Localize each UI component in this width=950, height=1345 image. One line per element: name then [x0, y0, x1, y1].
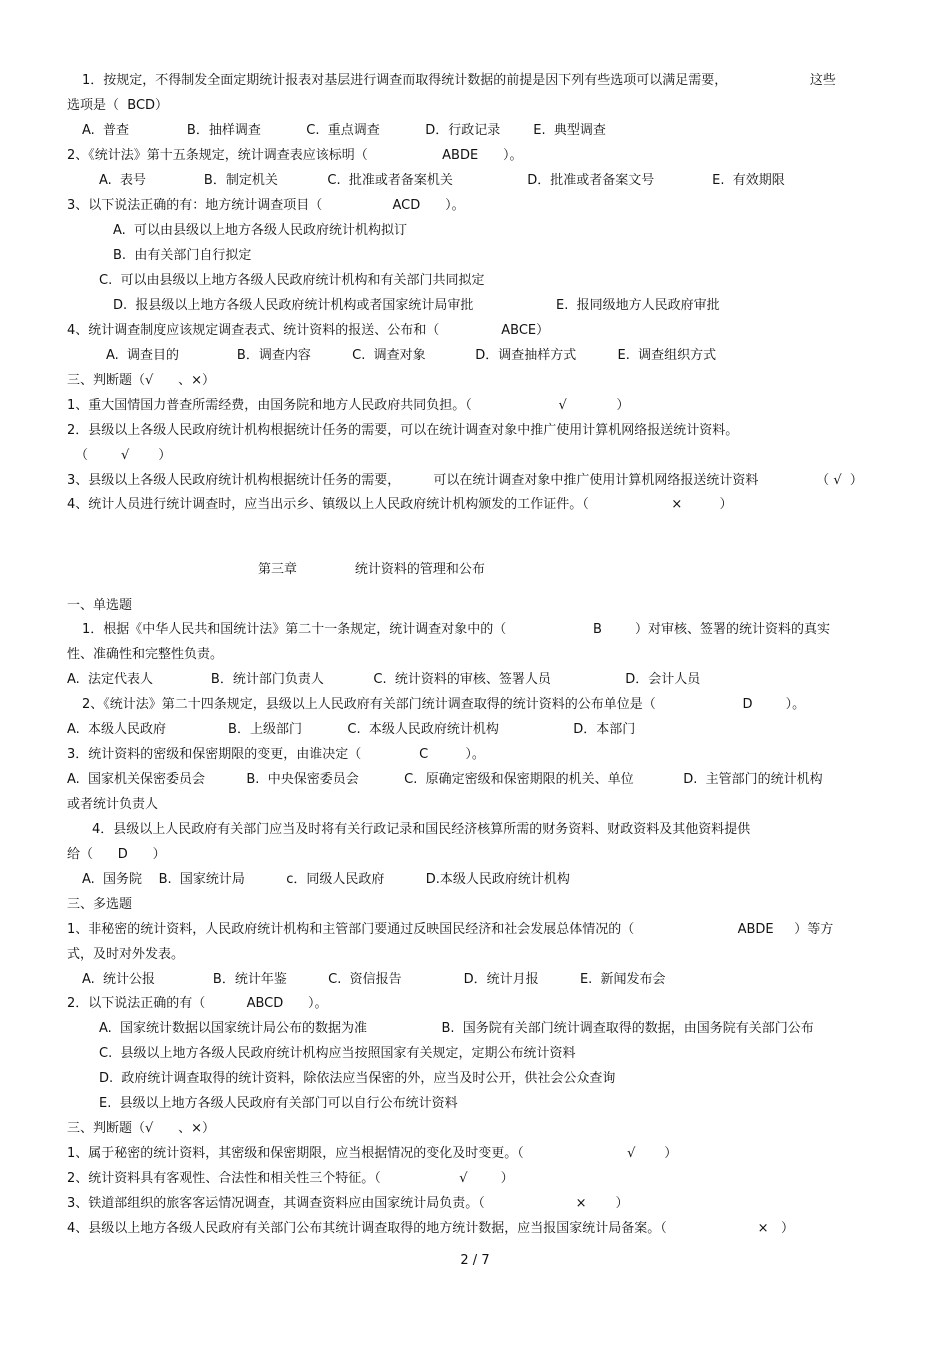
page-number: 2 / 7: [460, 1253, 490, 1268]
question-line: 1、重大国情国力普查所需经费，由国务院和地方人民政府共同负担。（ √ ）: [67, 398, 630, 413]
options-line: C. 可以由县级以上地方各级人民政府统计机构和有关部门共同拟定: [99, 273, 485, 288]
question-line: 3．统计资料的密级和保密期限的变更，由谁决定（ C ）。: [67, 747, 485, 762]
question-line: 3、以下说法正确的有：地方统计调查项目（ ACD ）。: [67, 198, 465, 213]
question-line: 2、统计资料具有客观性、合法性和相关性三个特征。（ √ ）: [67, 1171, 514, 1186]
options-line: A. 国务院 B. 国家统计局 c．同级人民政府 D.本级人民政府统计机构: [82, 872, 570, 887]
options-line: C. 县级以上地方各级人民政府统计机构应当按照国家有关规定，定期公布统计资料: [99, 1046, 576, 1061]
section-heading: 三、判断题（√ 、×）: [67, 373, 215, 388]
question-line: 式，及时对外发表。: [67, 947, 185, 962]
section-heading: 三、多选题: [67, 897, 133, 912]
options-line: A. 统计公报 B．统计年鉴 C. 资信报告 D．统计月报 E. 新闻发布会: [82, 972, 666, 987]
options-line: A. 国家机关保密委员会 B. 中央保密委员会 C. 原确定密级和保密期限的机关、单位 D. 主管部门的统计机构: [67, 772, 823, 787]
question-line: 2．以下说法正确的有（ ABCD ）。: [67, 996, 328, 1011]
section-heading: 三、判断题（√ 、×）: [67, 1121, 215, 1136]
options-line: B. 由有关部门自行拟定: [113, 248, 252, 263]
options-line: D. 报县级以上地方各级人民政府统计机构或者国家统计局审批 E. 报同级地方人民政府审批: [113, 298, 720, 313]
options-line: A. 本级人民政府 B．上级部门 C. 本级人民政府统计机构 D．本部门: [67, 722, 636, 737]
options-line: A. 普查 B．抽样调查 C. 重点调查 D．行政记录 E. 典型调查: [82, 123, 606, 138]
question-line: 给（ D ）: [67, 847, 166, 862]
options-line: A. 法定代表人 B．统计部门负责人 C. 统计资料的审核、签署人员 D．会计人员: [67, 672, 701, 687]
options-line: A. 调查目的 B．调查内容 C. 调查对象 D．调查抽样方式 E. 调查组织方式: [106, 348, 717, 363]
options-line: A. 表号 B．制定机关 C. 批准或者备案机关 D．批准或者备案文号 E. 有效期限: [99, 173, 785, 188]
question-line: 3、铁道部组织的旅客客运情况调查，其调查资料应由国家统计局负责。（ × ）: [67, 1196, 629, 1211]
question-line: 4．县级以上人民政府有关部门应当及时将有关行政记录和国民经济核算所需的财务资料、财政资料及其他资料提供: [92, 822, 751, 837]
options-line: A. 国家统计数据以国家统计局公布的数据为准 B. 国务院有关部门统计调查取得的数据，由国务院有关部门公布: [99, 1021, 814, 1036]
section-heading: 一、单选题: [67, 598, 133, 613]
question-line: 2、《统计法》第十五条规定，统计调查表应该标明（ ABDE ）。: [67, 148, 523, 163]
question-line: 2、《统计法》第二十四条规定，县级以上人民政府有关部门统计调查取得的统计资料的公布单位是（ D ）。: [82, 697, 806, 712]
question-line: 1．按规定，不得制发全面定期统计报表对基层进行调查而取得统计数据的前提是因下列有些选项可以满足需要， 这些: [82, 73, 836, 88]
chapter-title: 第三章 统计资料的管理和公布: [258, 562, 485, 577]
question-line: 性、准确性和完整性负责。: [67, 647, 224, 662]
options-line: 或者统计负责人: [67, 797, 159, 812]
question-line: 4、统计人员进行统计调查时，应当出示乡、镇级以上人民政府统计机构颁发的工作证件。（ × ）: [67, 497, 733, 512]
question-line: 1、非秘密的统计资料，人民政府统计机构和主管部门要通过反映国民经济和社会发展总体情况的（ ABDE ）等方: [67, 922, 834, 937]
answer-line: （ √ ）: [75, 448, 172, 463]
question-line: 4、统计调查制度应该规定调查表式、统计资料的报送、公布和（ ABCE）: [67, 323, 550, 338]
question-line: 2．县级以上各级人民政府统计机构根据统计任务的需要，可以在统计调查对象中推广使用计算机网络报送统计资料。: [67, 423, 739, 438]
options-line: E. 县级以上地方各级人民政府有关部门可以自行公布统计资料: [99, 1096, 458, 1111]
question-line: 1．根据《中华人民共和国统计法》第二十一条规定，统计调查对象中的（ B ）对审核、签署的统计资料的真实: [82, 622, 831, 637]
question-line: 选项是（ BCD）: [67, 98, 169, 113]
options-line: D. 政府统计调查取得的统计资料，除依法应当保密的外，应当及时公开，供社会公众查询: [99, 1071, 616, 1086]
question-line: 3、县级以上各级人民政府统计机构根据统计任务的需要， 可以在统计调查对象中推广使用计算机网络报送统计资料 （ √ ）: [67, 473, 863, 488]
question-line: 4、县级以上地方各级人民政府有关部门公布其统计调查取得的地方统计数据，应当报国家统计局备案。（ × ）: [67, 1221, 794, 1236]
options-line: A. 可以由县级以上地方各级人民政府统计机构拟订: [113, 223, 408, 238]
question-line: 1、属于秘密的统计资料，其密级和保密期限，应当根据情况的变化及时变更。（ √ ）: [67, 1146, 678, 1161]
